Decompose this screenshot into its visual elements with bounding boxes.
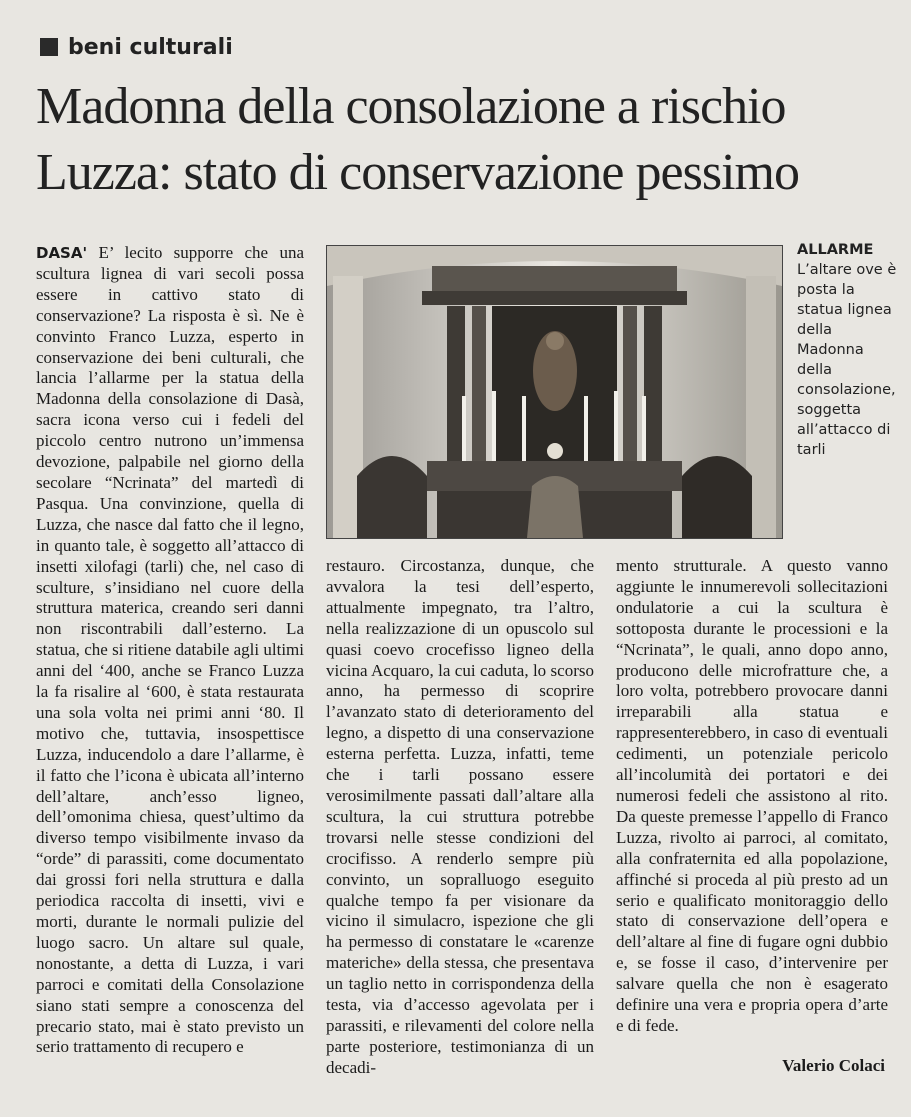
column-2-text: restauro. Circostanza, dunque, che avvalora la tesi dell’esperto, attualmente impegnato, tra l’altro, nella realizzazione di un opuscolo sul quasi coevo crocefisso ligneo della vicina Acquaro, la cui caduta, lo scorso anno, ha permesso di scoprire l’avanzato stato di deterioramento del legno, a dispetto di una conservazione esterna perfetta. Luzza, infatti, teme che i tarli possano essere verosimilmente passati dall’altare alla scultura, la cui struttura potrebbe trovarsi nelle stesse condizioni del crocifisso. A renderlo sempre più convinto, un sopralluogo eseguito qualche tempo fa per visionare da vicino il simulacro, ispezione che gli ha permesso di constatare le «carenze materiche» della stessa, che presentava un taglio netto in corrispondenza della testa, via d’accesso agevolata per i parassiti, e rilevamenti del colore nella parte posteriore, testimonianza di un decadi-	[326, 556, 594, 1077]
dateline: DASA'	[36, 244, 88, 262]
article-column-3	[616, 556, 888, 1061]
section-rubric	[40, 30, 233, 64]
article-column-1	[36, 243, 304, 1105]
column-3-text: mento strutturale. A questo vanno aggiunte le innumerevoli sollecitazioni ondulatorie a cui la scultura è sottoposta durante le processioni e la “Ncrinata”, le quali, anno dopo anno, producono delle microfratture che, a loro volta, potrebbero provocare danni irreparabili alla statua e rappresenterebbero, in caso di eventuali cedimenti, un potenziale pericolo all’incolumità dei portatori e dei numerosi fedeli che assistono al rito. Da queste premesse l’appello di Franco Luzza, rivolto ai parroci, al comitato, alla confraternita ed alla popolazione, affinché si proceda al più presto ad un serio e qualificato monitoraggio dello stato di conservazione dell’opera e dell’altare al fine di fugare ogni dubbio e, se fosse il caso, d’intervenire per salvare quella che non è esagerato definire una vera e propria opera d’arte e di fede.	[616, 556, 888, 1035]
column-1-text: E’ lecito supporre che una scultura lignea di vari secoli possa essere in cattivo stato di conservazione? La risposta è sì. Ne è convinto Franco Luzza, esperto in conservazione dei beni culturali, che lancia l’allarme per la statua della Madonna della consolazione di Dasà, sacra icona verso cui i fedeli del piccolo centro nutrono un’immensa devozione, palpabile nel giorno della secolare “Ncrinata” del martedì di Pasqua. Una convinzione, quella di Luzza, che nasce dal fatto che il legno, in quanto tale, è soggetto all’attacco di insetti xilofagi (tarli) che, nel caso di sculture, s’insidiano nel cuore della struttura materica, creando seri danni non riscontrabili dall’esterno. La statua, che si ritiene databile agli ultimi anni del ‘400, anche se Franco Luzza la fa risalire al ‘600, è stata restaurata una sola volta nei primi anni ‘80. Il motivo che, tuttavia, insospettisce Luzza, inducendolo a dare l’allarme, è il fatto che l’icona è ubicata all’interno dell’altare, anch’esso ligneo, dell’omonima chiesa, quest’ultimo da diverso tempo visibilmente invaso da “orde” di parassiti, come documentato dai grossi fori nella struttura e dalla periodica raccolta di insetti, vivi e morti, durante le normali pulizie del luogo sacro. Un altare sul quale, nonostante, a detta di Luzza, i vari parroci e comitati della Consolazione siano stati sempre a conoscenza del precario stato, mai è stato previsto un serio trattamento di recupero e	[36, 243, 304, 1057]
caption-text: L’altare ove è posta la statua lignea della Madonna della consolazione, soggetta all’attacco di tarli	[797, 262, 897, 458]
section-label: beni culturali	[68, 34, 233, 60]
square-bullet-icon	[40, 38, 58, 56]
photo-caption	[797, 240, 897, 460]
altar-photo	[326, 245, 783, 539]
article-column-2	[326, 556, 594, 1104]
caption-label: ALLARME	[797, 242, 874, 258]
headline-line-1: Madonna della consolazione a rischio	[36, 78, 786, 135]
headline	[36, 74, 896, 206]
altar-illustration	[327, 246, 782, 538]
headline-line-2: Luzza: stato di conservazione pessimo	[36, 144, 799, 201]
byline: Valerio Colaci	[782, 1056, 885, 1075]
